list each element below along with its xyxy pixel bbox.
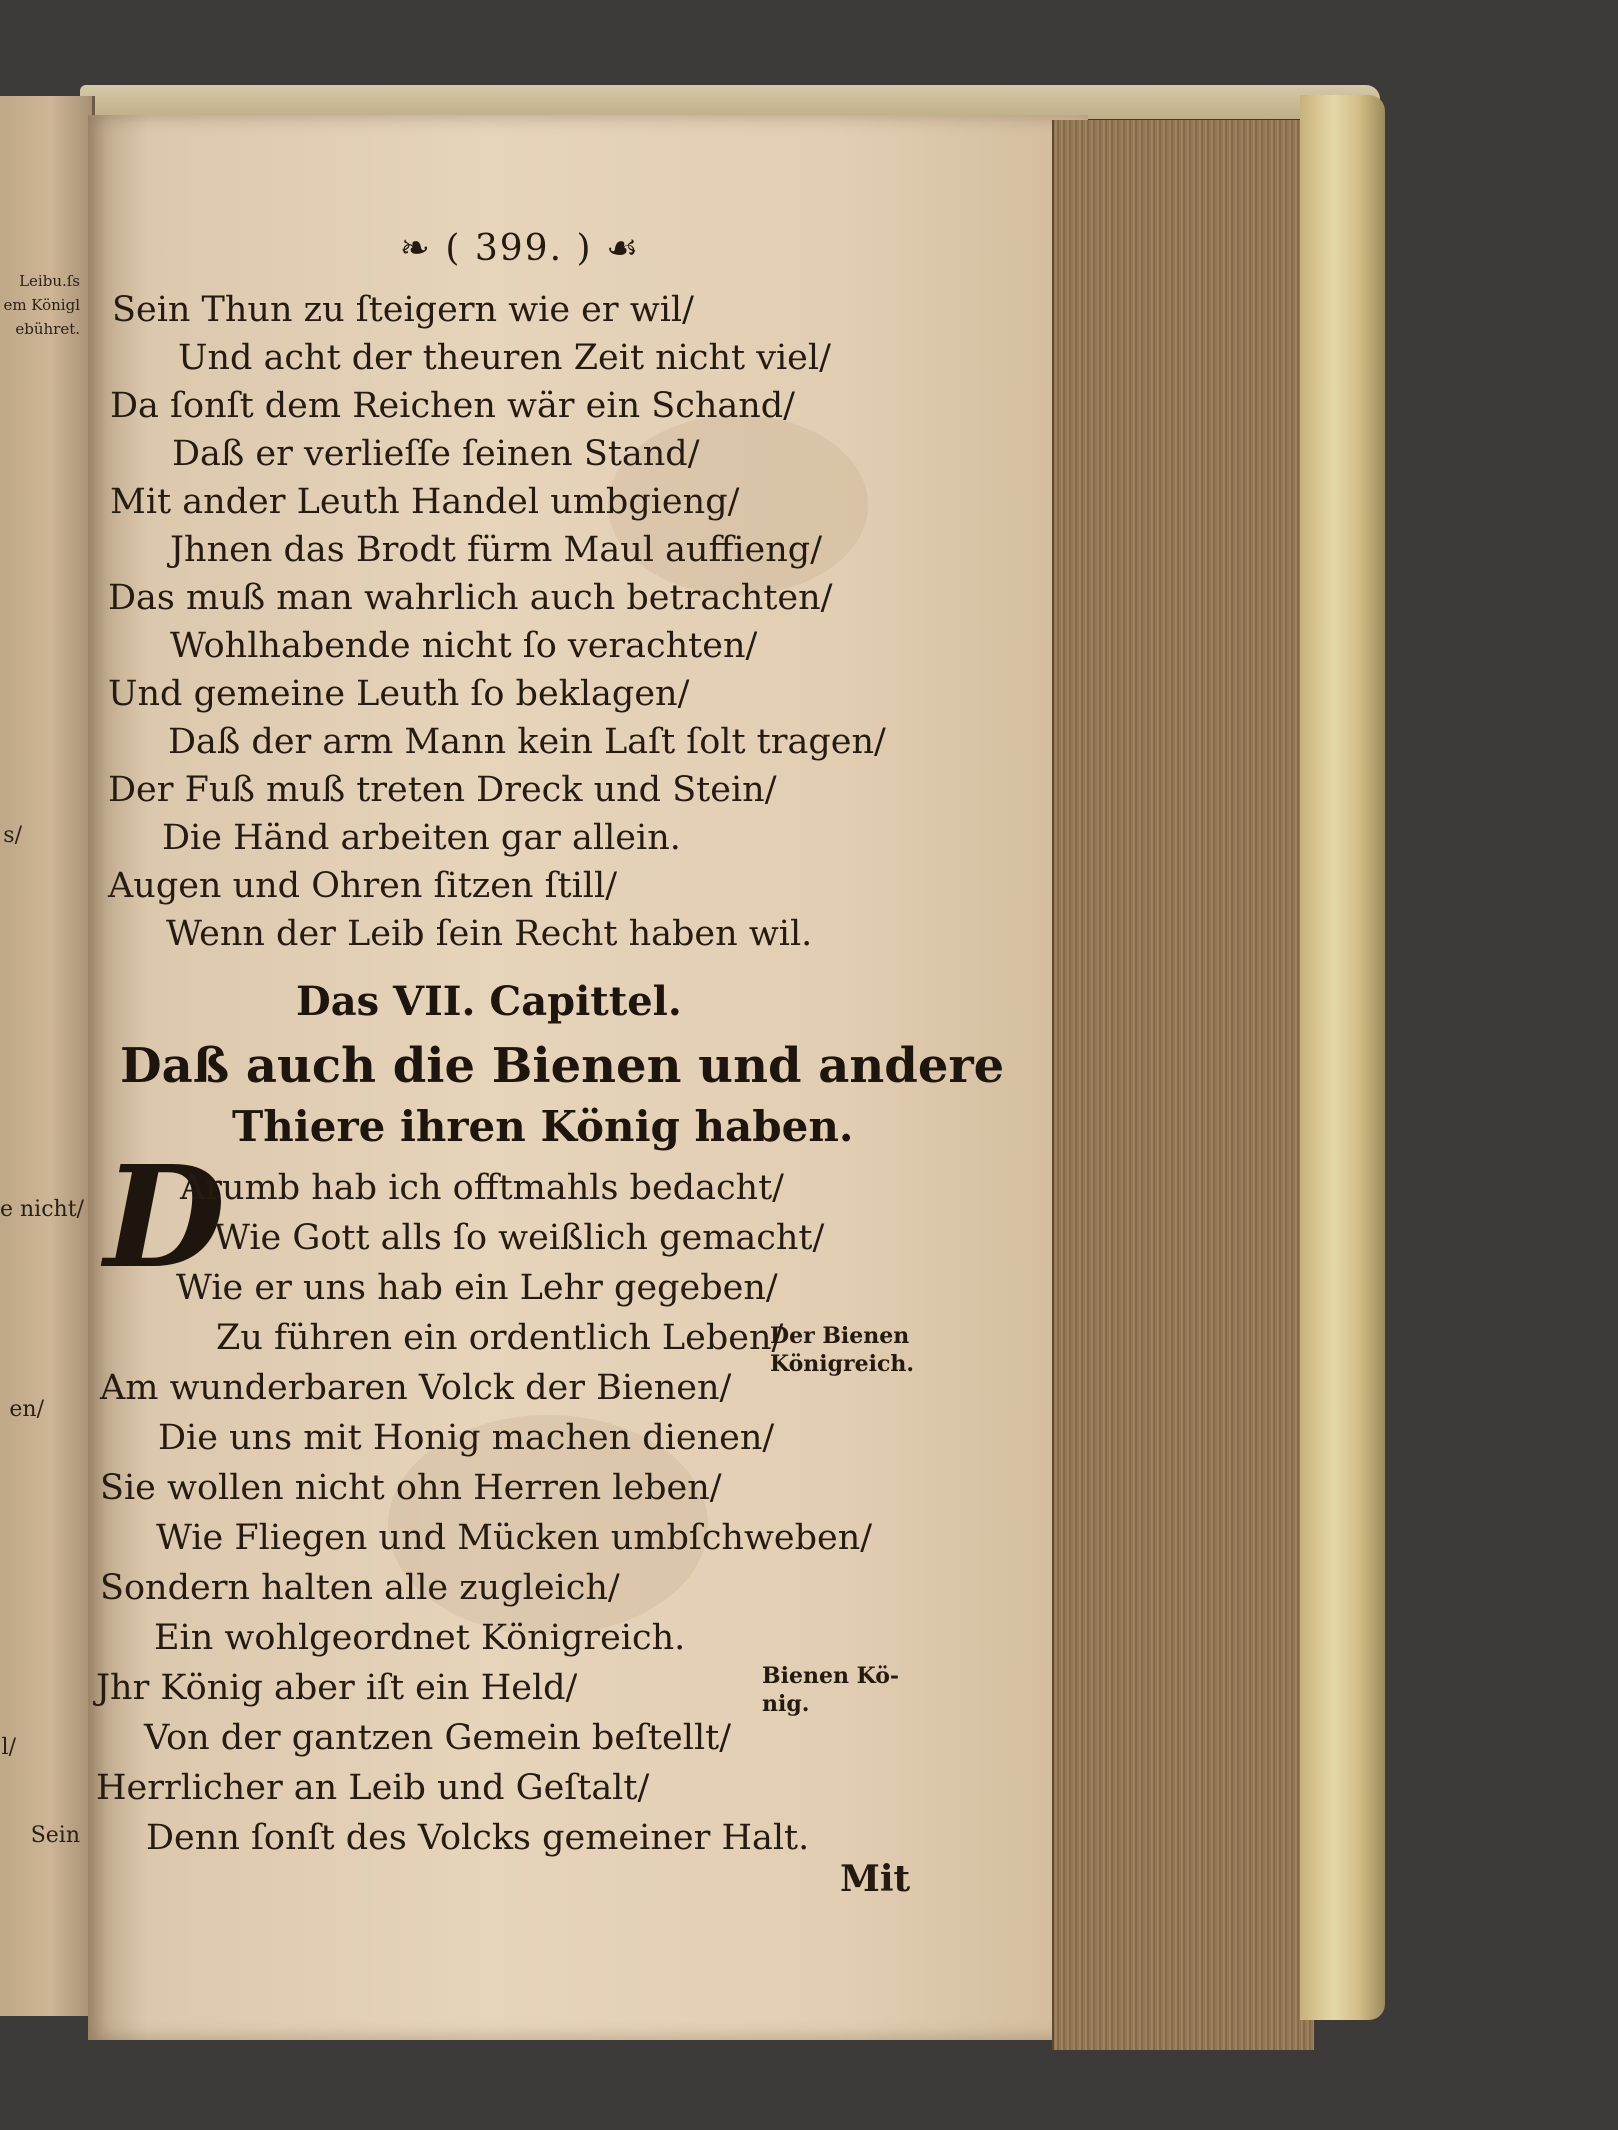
margin-note-line: Bienen Kö- — [762, 1663, 900, 1689]
verse-line: Und acht der theuren Zeit nicht viel/ — [178, 338, 831, 378]
margin-note-line: Der Bienen — [770, 1323, 910, 1349]
verse-line: Die uns mit Honig machen dienen/ — [158, 1418, 775, 1458]
page-number — [360, 228, 680, 269]
verse-line: Die Händ arbeiten gar allein. — [162, 818, 681, 858]
verse-line: Daß der arm Mann kein Laſt ſolt tragen/ — [168, 722, 886, 762]
chapter-title-line-1: Daß auch die Bienen und andere — [120, 1038, 1005, 1094]
left-page-fragment: em Königl — [3, 296, 80, 314]
left-page-fragment: Leibu.ſs — [19, 272, 80, 290]
left-page-fragment: ebühret. — [15, 320, 80, 338]
verse-line: Arumb hab ich offtmahls bedacht/ — [180, 1168, 784, 1208]
verse-line: Zu führen ein ordentlich Leben/ — [216, 1318, 784, 1358]
book-cover-edge — [1300, 95, 1385, 2020]
verse-line: Denn ſonſt des Volcks gemeiner Halt. — [146, 1818, 810, 1858]
ornament-left-icon: ❧ — [399, 228, 446, 269]
left-page-fragment: Sein — [30, 1823, 80, 1848]
verse-line: Das muß man wahrlich auch betrachten/ — [108, 578, 833, 618]
margin-note-line: nig. — [762, 1691, 810, 1717]
ornament-right-icon: ☙ — [592, 228, 641, 269]
verse-line: Daß er verlieſſe ſeinen Stand/ — [172, 434, 700, 474]
verse-line: Von der gantzen Gemein beſtellt/ — [144, 1718, 732, 1758]
verse-line: Sondern halten alle zugleich/ — [100, 1568, 620, 1608]
margin-note — [770, 1322, 914, 1378]
verse-line: Am wunderbaren Volck der Bienen/ — [100, 1368, 732, 1408]
verse-line: Jhnen das Brodt fürm Maul auffieng/ — [170, 530, 822, 570]
left-page — [0, 96, 95, 2016]
left-page-fragment: en/ — [9, 1397, 44, 1422]
verse-line: Wie er uns hab ein Lehr gegeben/ — [176, 1268, 778, 1308]
verse-line: Mit ander Leuth Handel umbgieng/ — [110, 482, 740, 522]
verse-line: Wie Fliegen und Mücken umbſchweben/ — [156, 1518, 873, 1558]
verse-line: Sein Thun zu ſteigern wie er wil/ — [112, 290, 694, 330]
verse-line: Wohlhabende nicht ſo verachten/ — [170, 626, 758, 666]
verse-line: Und gemeine Leuth ſo beklagen/ — [108, 674, 690, 714]
book-cover-top — [80, 85, 1380, 119]
left-page-fragment: e nicht/ — [0, 1197, 84, 1222]
page-edges — [1052, 120, 1314, 2050]
verse-line: Da ſonſt dem Reichen wär ein Schand/ — [110, 386, 795, 426]
verse-line: Wenn der Leib ſein Recht haben wil. — [166, 914, 813, 954]
verse-line: Wie Gott alls ſo weißlich gemacht/ — [214, 1218, 825, 1258]
left-page-fragment: s/ — [3, 823, 22, 848]
verse-line: Der Fuß muß treten Dreck und Stein/ — [108, 770, 777, 810]
margin-note — [762, 1662, 899, 1718]
verse-line: Jhr König aber iſt ein Held/ — [96, 1668, 578, 1708]
chapter-label: Das VII. Capittel. — [296, 978, 682, 1025]
verse-line: Sie wollen nicht ohn Herren leben/ — [100, 1468, 722, 1508]
catchword: Mit — [840, 1858, 911, 1900]
verse-line: Augen und Ohren ſitzen ſtill/ — [108, 866, 617, 906]
drop-cap: D — [104, 1136, 226, 1300]
verse-line: Ein wohlgeordnet Königreich. — [154, 1618, 686, 1658]
chapter-title-line-2: Thiere ihren König haben. — [232, 1102, 854, 1151]
margin-note-line: Königreich. — [770, 1351, 915, 1377]
left-page-fragment: l/ — [1, 1735, 16, 1760]
verse-line: Herrlicher an Leib und Geſtalt/ — [96, 1768, 650, 1808]
page-number-text: ( 399. ) — [445, 228, 593, 269]
